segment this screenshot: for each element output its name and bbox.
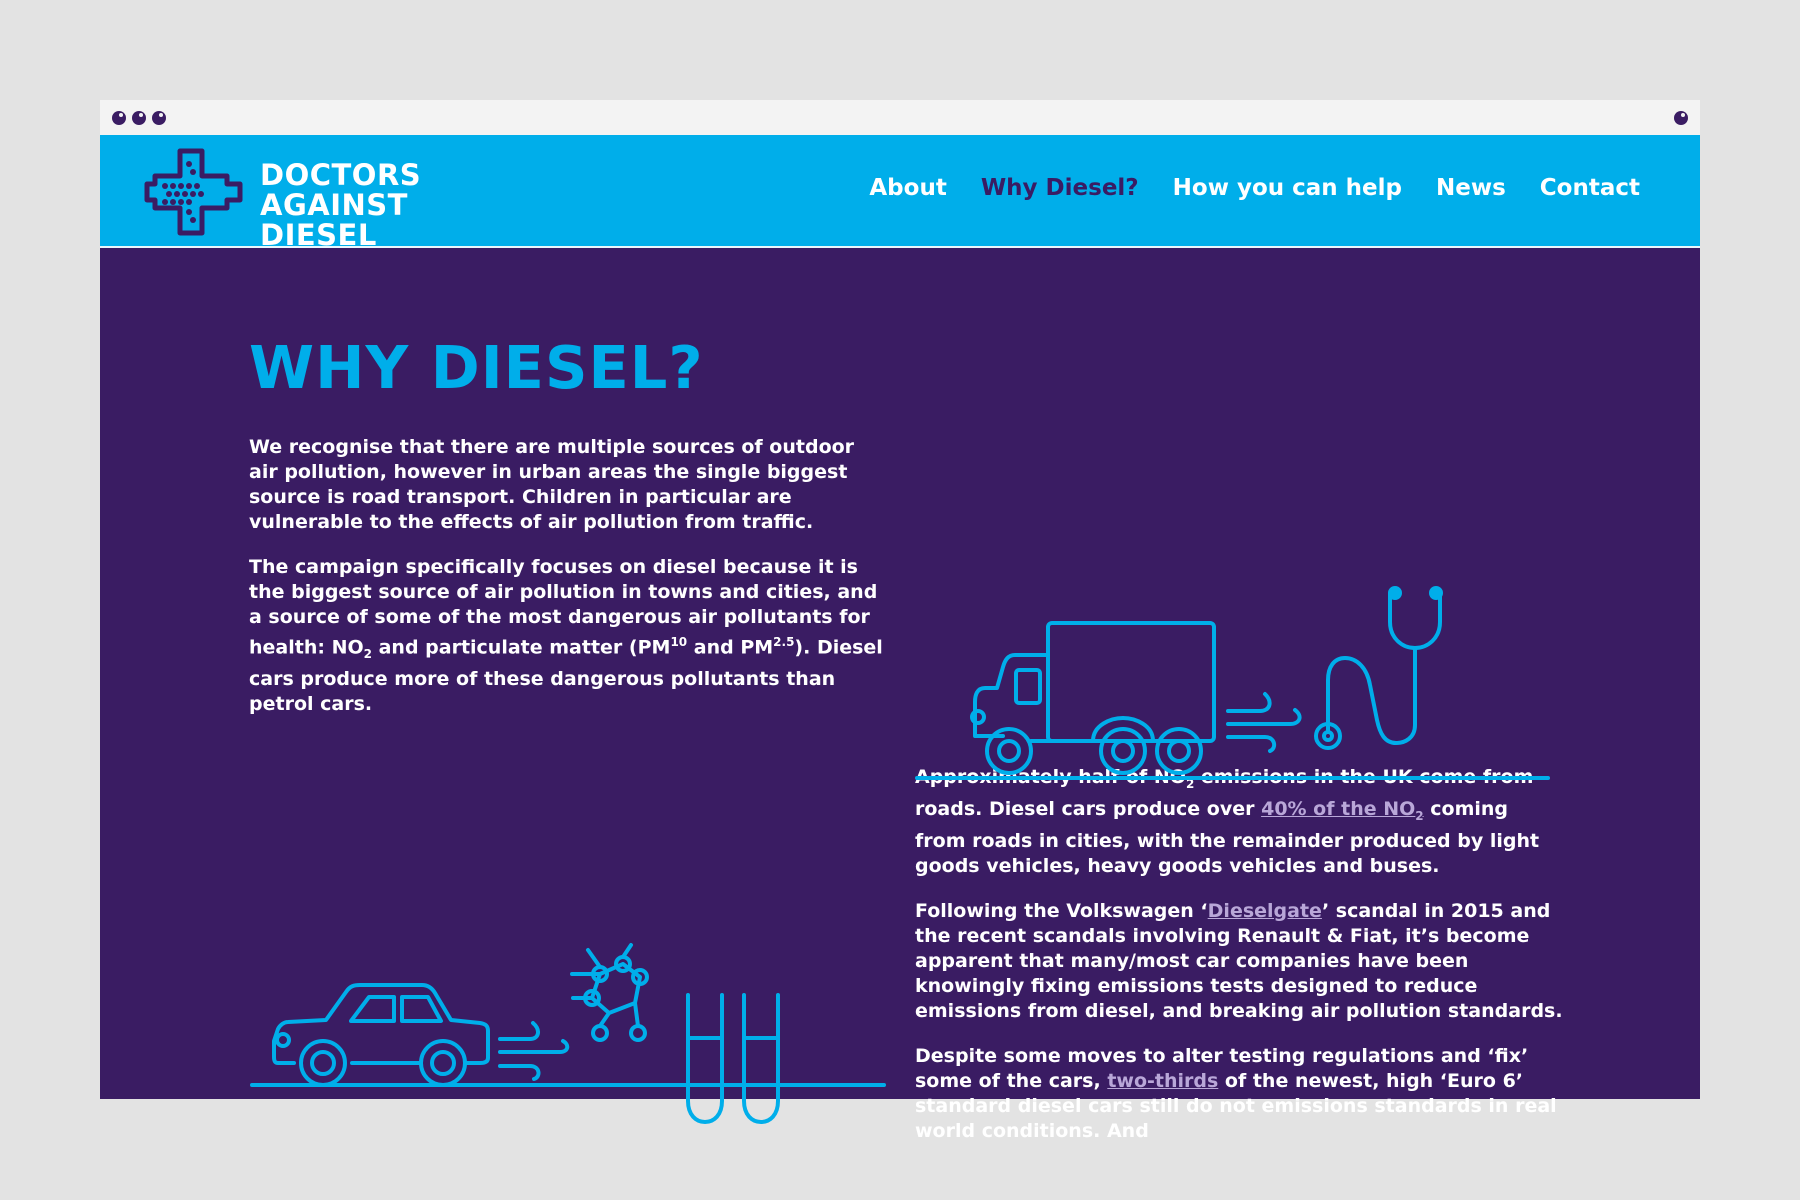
text-span: Approximately half of NO xyxy=(915,766,1186,788)
text-span: and particulate matter (PM xyxy=(371,636,671,659)
test-tubes-icon xyxy=(688,995,778,1122)
intro-column xyxy=(249,435,889,737)
page-title: WHY DIESEL? xyxy=(249,333,704,402)
car-molecule-illustration xyxy=(248,915,888,1145)
molecule-icon xyxy=(572,945,647,1040)
window-dot-icon[interactable] xyxy=(152,111,166,125)
dieselgate-link[interactable]: Dieselgate xyxy=(1207,899,1322,922)
main-nav xyxy=(869,175,1640,201)
logo-text xyxy=(260,160,421,250)
text-span: ). Diesel cars produce more of these dangerous pollutants than petrol cars. xyxy=(249,636,883,716)
right-paragraph-2 xyxy=(915,899,1565,1024)
logo-line: DOCTORS xyxy=(260,158,422,192)
right-column xyxy=(915,765,1565,1164)
logo-line: AGAINST xyxy=(260,188,408,222)
browser-window xyxy=(100,100,1700,1142)
medical-cross-logo-icon xyxy=(145,148,245,238)
text-span: ’ scandal in 2015 and the recent scandals involving Renault & Fiat, it’s become apparent that many/most car companies have been knowingly fixing emissions tests designed to reduce emissions from diesel, and breaking air pollution standards. xyxy=(915,899,1563,1022)
no2-link[interactable] xyxy=(1261,797,1424,823)
nav-why-diesel[interactable]: Why Diesel? xyxy=(980,175,1139,201)
subscript: 2 xyxy=(1185,776,1195,791)
truck-stethoscope-illustration xyxy=(915,560,1555,790)
window-dot-icon[interactable] xyxy=(132,111,146,125)
nav-how-you-can-help[interactable]: How you can help xyxy=(1172,175,1402,201)
subscript: 2 xyxy=(363,647,372,662)
text-span: The campaign specifically focuses on diesel because it is the biggest source of air pollution in towns and cities, and a source of some of the most dangerous air pollutants for health: NO xyxy=(249,556,878,659)
window-dot-icon[interactable] xyxy=(112,111,126,125)
superscript: 10 xyxy=(670,635,688,649)
site-header xyxy=(100,135,1700,252)
car-icon xyxy=(274,985,567,1085)
text-span: and PM xyxy=(687,636,774,659)
site-logo[interactable] xyxy=(145,148,445,252)
intro-paragraph-2 xyxy=(249,555,889,717)
intro-paragraph-1: We recognise that there are multiple sources of outdoor air pollution, however in urban areas the single biggest source is road transport. Children in particular are vulnerable to the effects of air pollution from traffic. xyxy=(249,436,855,533)
right-paragraph-3 xyxy=(915,1044,1565,1144)
text-span: Following the Volkswagen ‘ xyxy=(915,899,1208,922)
superscript: 2.5 xyxy=(773,635,795,649)
text-span: Despite some moves to alter testing regulations and ‘fix’ some of the cars, xyxy=(915,1044,1529,1092)
text-span: of the newest, high ‘Euro 6’ standard diesel cars still do not emissions standards in real world conditions. And xyxy=(915,1069,1557,1142)
nav-news[interactable]: News xyxy=(1436,175,1506,201)
subscript: 2 xyxy=(1415,808,1424,823)
text-span: emissions in the UK come from roads. Diesel cars produce over xyxy=(915,766,1534,820)
logo-line: DIESEL xyxy=(260,218,377,252)
browser-chrome xyxy=(100,100,1700,135)
two-thirds-link[interactable]: two-thirds xyxy=(1107,1069,1219,1092)
truck-icon xyxy=(972,623,1300,773)
window-dot-icon[interactable] xyxy=(1674,111,1688,125)
link-text: 40% of the NO xyxy=(1261,797,1416,820)
text-span: coming from roads in cities, with the remainder produced by light goods vehicles, heavy goods vehicles and buses. xyxy=(915,797,1540,877)
nav-contact[interactable]: Contact xyxy=(1539,175,1640,201)
stethoscope-icon xyxy=(1316,588,1441,748)
nav-about[interactable]: About xyxy=(869,175,947,201)
